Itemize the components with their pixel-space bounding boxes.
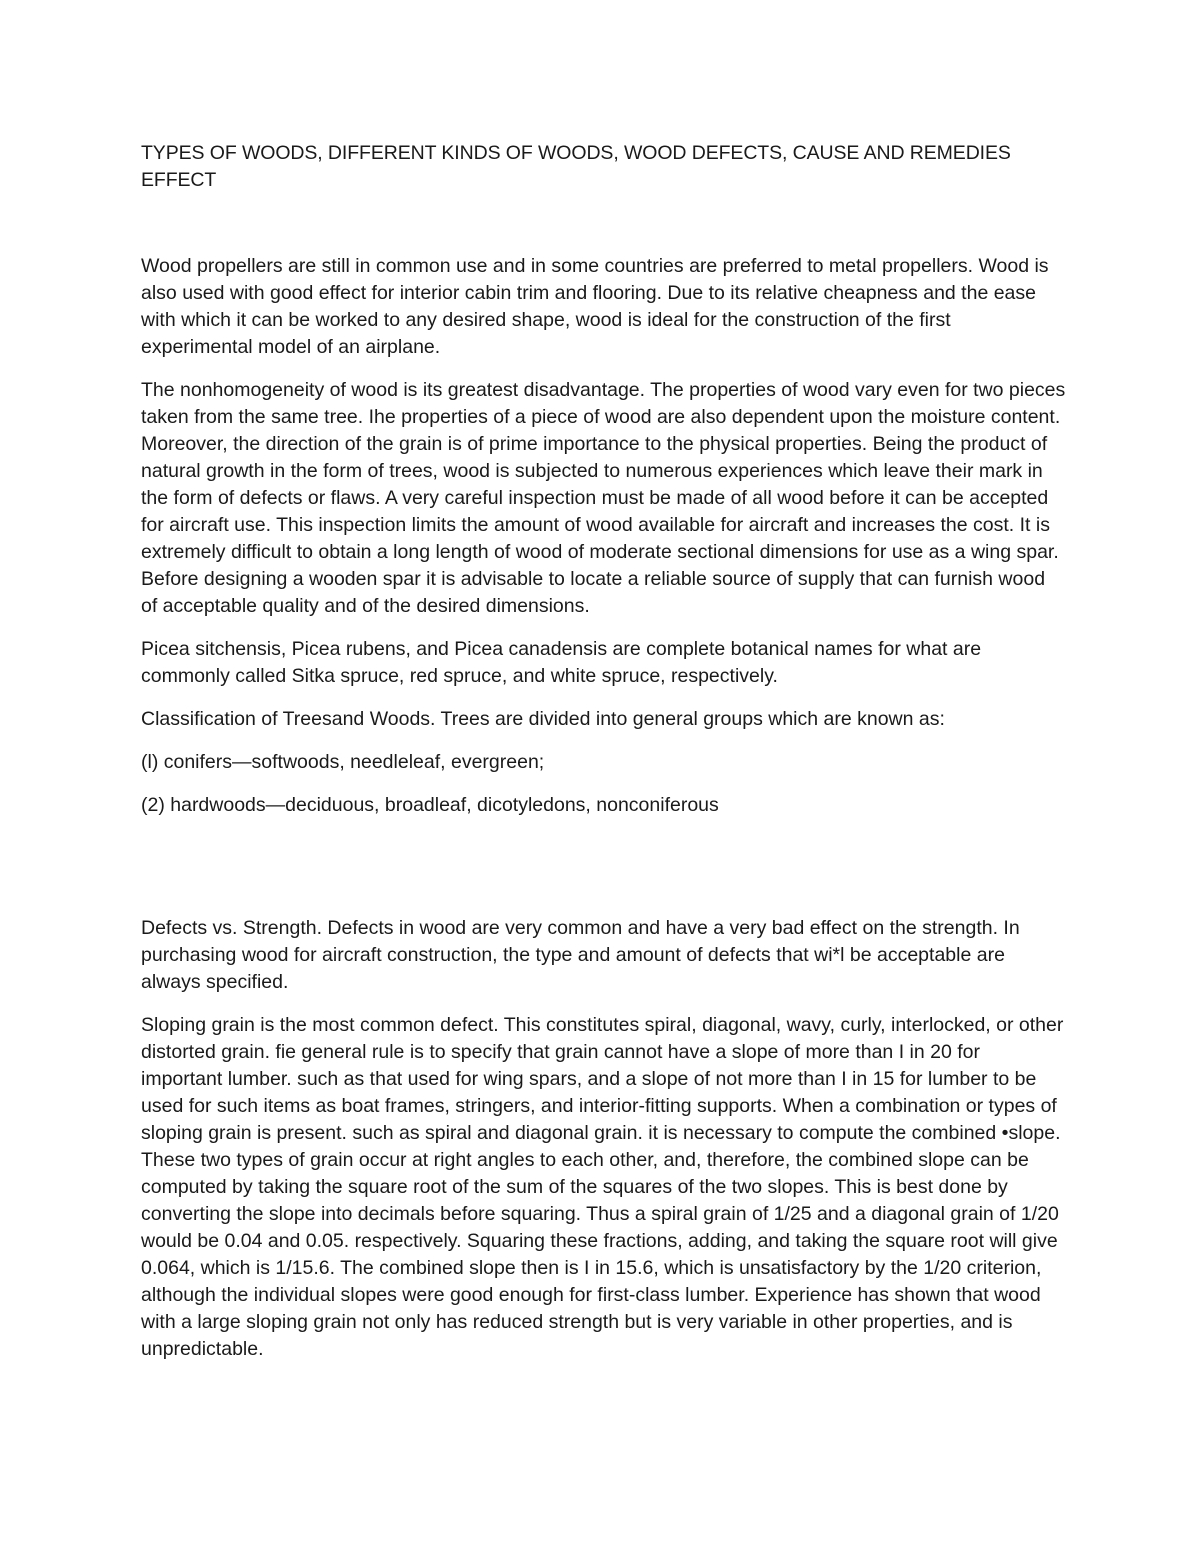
paragraph-sloping-grain: Sloping grain is the most common defect. This constitutes spiral, diagonal, wavy, curly, interlocked, or other distorted grain. fie general rule is to specify that grain cannot have a slope of more than I in 20 for important lumber. such as that used for wing spars, and a slope of not more than I in 15 for lumber to be used for such items as boat frames, stringers, and interior-fitting supports. When a combination or types of sloping grain is present. such as spiral and diagonal grain. it is necessary to compute the combined •slope. These two types of grain occur at right angles to each other, and, therefore, the combined slope can be computed by taking the square root of the sum of the squares of the two slopes. This is best done by converting the slope into decimals before squaring. Thus a spiral grain of 1/25 and a diagonal grain of 1/20 would be 0.04 and 0.05. respectively. Squaring these fractions, adding, and taking the square root will give 0.064, which is 1/15.6. The combined slope then is I in 15.6, which is unsatisfactory by the 1/20 criterion, although the individual slopes were good enough for first-class lumber. Experience has shown that wood with a large sloping grain not only has reduced strength but is very variable in other properties, and is unpredictable. (141, 1014, 1064, 1360)
paragraph-wood-propellers: Wood propellers are still in common use and in some countries are preferred to metal propellers. Wood is also used with good effect for interior cabin trim and flooring. Due to its relative cheapness and the ease with which it can be worked to any desired shape, wood is ideal for the construction of the first experimental model of an airplane. (141, 255, 1049, 358)
paragraph-nonhomogeneity: The nonhomogeneity of wood is its greatest disadvantage. The properties of wood vary even for two pieces taken from the same tree. Ihe properties of a piece of wood are also dependent upon the moisture content. Moreover, the direction of the grain is of prime importance to the physical properties. Being the product of natural growth in the form of trees, wood is subjected to numerous experiences which leave their mark in the form of defects or flaws. A very careful inspection must be made of all wood before it can be accepted for aircraft use. This inspection limits the amount of wood available for aircraft and increases the cost. It is extremely difficult to obtain a long length of wood of moderate sectional dimensions for use as a wing spar. Before designing a wooden spar it is advisable to locate a reliable source of supply that can furnish wood of acceptable quality and of the desired dimensions. (141, 379, 1066, 617)
paragraph-picea-names: Picea sitchensis, Picea rubens, and Picea canadensis are complete botanical names for what are commonly called Sitka spruce, red spruce, and white spruce, respectively. (141, 638, 982, 687)
paragraph-classification: Classification of Treesand Woods. Trees are divided into general groups which are known as: (141, 708, 945, 730)
list-item-hardwoods: (2) hardwoods—deciduous, broadleaf, dicotyledons, nonconiferous (141, 794, 719, 816)
paragraph-defects-strength: Defects vs. Strength. Defects in wood are very common and have a very bad effect on the strength. In purchasing wood for aircraft construction, the type and amount of defects that wi*l be acceptable are always specified. (141, 917, 1020, 993)
list-item-conifers: (l) conifers—softwoods, needleleaf, evergreen; (141, 751, 545, 773)
document-body (141, 140, 1066, 1363)
document-title: TYPES OF WOODS, DIFFERENT KINDS OF WOODS, WOOD DEFECTS, CAUSE AND REMEDIES EFFECT (141, 142, 1011, 191)
